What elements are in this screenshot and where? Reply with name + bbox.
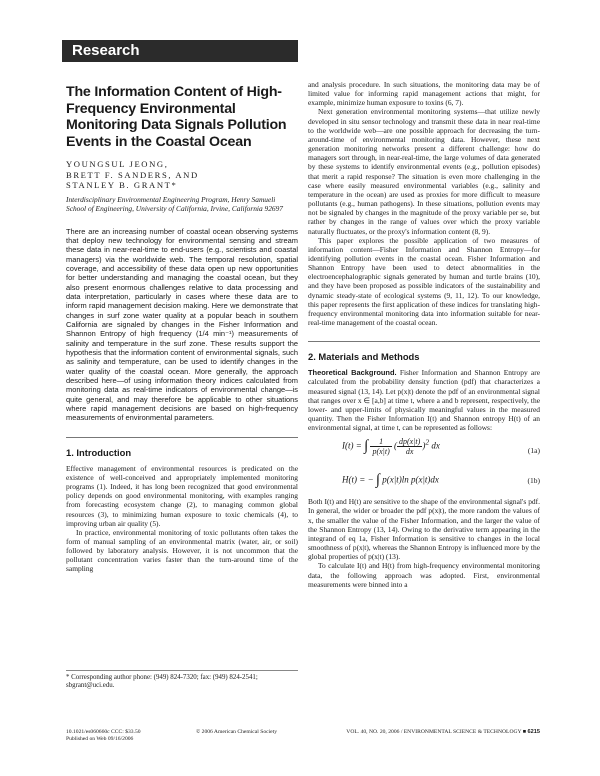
banner-label: Research (72, 42, 140, 59)
equation-1a (308, 437, 540, 467)
eq1-lhs: I(t) = (342, 440, 362, 451)
eq2-lhs: H(t) = − (342, 474, 374, 485)
article-title: The Information Content of High-Frequency Environmental Monitoring Data Signals Pollution Events in the Coastal Ocean (66, 84, 287, 150)
intro-paragraph-1: Effective management of environmental resources is predicated on the existence of well-conceived and appropriately implemented monitoring programs (1). Indeed, it has long been recognized that good environmental policy depends on good environmental monitoring, with examples ranging from forecasting ecosystem change (2), to managing common global resources (3), to minimizing human exposure to toxic chemicals (4), to improving urban air quality (5). (66, 463, 298, 528)
left-column (66, 84, 298, 574)
doi-line: 10.1021/es060660c CCC: $33.50 (66, 729, 141, 735)
body-paragraph-3: This paper explores the possible application of two measures of information content—Fisher Information and Shannon Entropy—for identifying pollution events in the coastal ocean. Fisher Information and Shannon Entropy have been used to detect abnormalities in the electroencephalographic signals generated by human and turtle brains (10), and they have been proposed as possible indicators of the sustainability and dynamic steady-state of ecological systems (9, 11, 12). To our knowledge, this paper represents the first application of these indices for translating high-frequency environmental monitoring data into information suitable for near-real-time management of the coastal ocean. (308, 235, 540, 328)
runin-text: Fisher Information and Shannon Entropy are calculated from the probability density function (pdf) that characterizes a measured signal (13, 14). Let p(x|t) denote the pdf of an environmental signal that ranges over x ∈ [a,b] at time t, where a and b represent, respectively, the lower- and upper-limits of physically meaningful values in the measured quantity. Then the Fisher Information I(t) and Shannon entropy H(t) of an environmental signal, at time t, can be represented as follows: (308, 368, 540, 433)
footer-copyright: © 2006 American Chemical Society (196, 729, 277, 735)
author-list (66, 159, 298, 191)
body-paragraph-2: Next generation environmental monitoring systems—that utilize newly developed in situ sensor technology and transmit these data in near real-time to the worldwide web—are one possible approach for decreasing the turn-around-time of environmental monitoring data. However, these next generation monitoring networks present a different challenge: how do managers sort through, in near-real-time, the large volumes of data generated by these systems to identify environmental events (e.g., pollution episodes) that merit a rapid response? The situation is even more challenging in the case where easily measured environmental variables (e.g., salinity and temperature in the ocean) are used as proxies for more difficult to measure pollutants (e.g., human pathogens). In these situations, pollution events may not be signaled by changes in the magnitude of the proxy variable per se, but rather by changes in the range of values over which the proxy variable naturally fluctuates, or the proxy's information content (8, 9). (308, 107, 540, 236)
fraction: $\frac{1}{p(x|t)}$ (372, 437, 390, 457)
author: BRETT F. SANDERS, AND (66, 169, 199, 180)
body-paragraph-6: To calculate I(t) and H(t) from high-frequency environmental monitoring data, the following approach was adopted. First, environmental measurements were binned into a (308, 561, 540, 589)
intro-paragraph-2: In practice, environmental monitoring of toxic pollutants often takes the form of manual sampling of an environmental matrix (water, air, or soil) followed by laboratory analysis. However, it is not uncommon that the pollutant concentration varies faster than the turn-around time of the sampling (66, 527, 298, 574)
runin-heading: Theoretical Background. (308, 368, 397, 378)
body-paragraph-4 (308, 368, 540, 432)
equation-1b (308, 472, 540, 492)
integral-sign: ∫ (375, 472, 380, 489)
footer-doi-block (66, 729, 141, 743)
corresponding-author-footnote: * Corresponding author phone: (949) 824-7320; fax: (949) 824-2541; sbgrant@uci.edu. (66, 670, 298, 691)
footer-journal-block (346, 729, 540, 735)
section-heading-introduction: 1. Introduction (66, 437, 298, 458)
eq2-rhs: p(x|t)ln p(x|t)dx (382, 474, 439, 485)
section-heading-methods: 2. Materials and Methods (308, 341, 540, 362)
body-paragraph-5: Both I(t) and H(t) are sensitive to the shape of the environmental signal's pdf. In general, the wider or broader the pdf p(x|t), the more random the values of x, the smaller the value of the Fisher Information, and the larger the value of the Shannon Entropy (13, 14). Owing to the derivative term appearing in the integrand of eq 1a, Fisher Information is sensitive to changes in the local smoothness of p(x|t), whereas the Shannon Entropy is influenced more by the global properties of p(x|t) (13). (308, 497, 540, 562)
affiliation: Interdisciplinary Environmental Engineering Program, Henry Samueli School of Engineering, University of California, Irvine, California 92697 (66, 194, 283, 213)
derivative: ( $\frac{dp(x|t)}{dx}$ )$^2$ (394, 437, 430, 457)
journal-citation: VOL. 40, NO. 20, 2006 / ENVIRONMENTAL SCIENCE & TECHNOLOGY (346, 729, 522, 735)
equation-1a-body (342, 437, 440, 456)
published-line: Published on Web 09/16/2006 (66, 735, 134, 742)
differential: dx (431, 440, 440, 451)
page-number: 6215 (527, 729, 540, 735)
abstract: There are an increasing number of coastal ocean observing systems that deploy new technology for environmental sensing and stream these data in near-real-time to end-users (e.g., scientists and coastal managers) via the worldwide web. The temporal resolution, spatial coverage, and accessibility of these data open up new opportunities for better understanding and managing the coastal ocean, but they also present enormous challenges relative to data processing and data interpretation, particularly in cases where these data are to inform rapid management decision making. Here we demonstrate that changes in surf zone water quality at a popular beach in southern California are signaled by changes in the Fisher Information and Shannon Entropy of high frequency (1/4 min⁻¹) measurements of salinity and temperature in the surf zone. These results support the hypothesis that the information content of environmental signals, such as salinity and temperature, can be used to identify changes in the water quality of the coastal ocean. More generally, the approach described here—of using information theory indices calculated from monitoring data as real-time indicators of environmental change—is quite general, and may therefore be applicable to other situations where rapid management decisions are based on high-frequency measurements of environmental parameters. (66, 226, 298, 423)
eq2-number: (1b) (527, 476, 540, 486)
body-paragraph-1: and analysis procedure. In such situations, the monitoring data may be of limited value for informing rapid management actions that might, for example, minimize human exposure to toxins (6, 7). (308, 80, 540, 108)
right-column (308, 80, 540, 589)
integral-sign: ∫ (364, 438, 369, 455)
eq1-number: (1a) (527, 446, 540, 456)
bullet-separator: ■ (522, 729, 528, 735)
section-banner (62, 40, 298, 62)
equation-1b-body (342, 472, 439, 489)
author: YOUNGSUL JEONG, (66, 159, 169, 169)
author: STANLEY B. GRANT* (66, 180, 178, 190)
